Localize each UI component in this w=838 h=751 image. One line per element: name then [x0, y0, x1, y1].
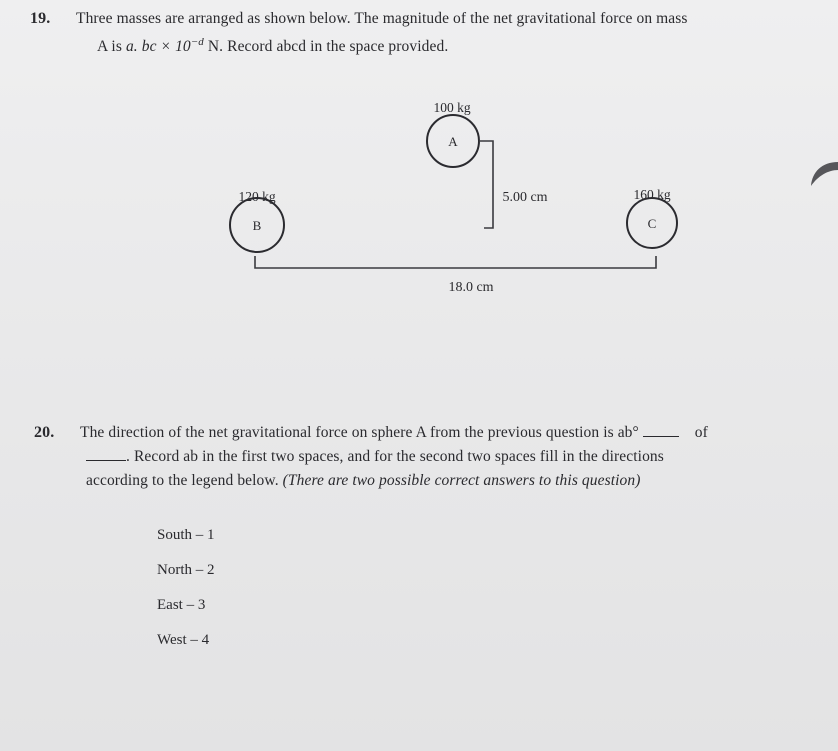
q20-text-line2: . Record ab in the first two spaces, and for the second two spaces fill in the directions	[126, 448, 664, 465]
q20-blank-2[interactable]	[86, 460, 126, 461]
q20-blank-1[interactable]	[643, 436, 679, 437]
q19-number: 19.	[30, 10, 51, 27]
q20-number: 20.	[34, 424, 55, 441]
mass-c-label: C	[647, 216, 657, 231]
legend-item-west: West – 4	[157, 632, 210, 648]
horizontal-distance-bracket	[255, 256, 656, 268]
q20-text-line1: The direction of the net gravitational force on sphere A from the previous question is ab°	[80, 424, 639, 441]
q20-note: (There are two possible correct answers to this question)	[282, 472, 641, 489]
q20-text-line3: according to the legend below.	[86, 472, 283, 489]
q20-line3	[86, 472, 641, 490]
q20-line2	[86, 448, 664, 466]
q20-text-line1-end: of	[694, 424, 708, 441]
q19-exponent: −d	[190, 36, 204, 48]
page-edge-shadow	[808, 160, 838, 190]
vertical-distance-bracket	[479, 141, 493, 228]
q19-line2-pre: A is	[97, 38, 126, 56]
legend-item-east: East – 3	[157, 597, 206, 613]
q19-line2-post: N. Record abcd in the space provided.	[203, 38, 449, 56]
horizontal-distance-label: 18.0 cm	[448, 280, 494, 295]
mass-b-label: B	[252, 218, 262, 233]
legend-item-south: South – 1	[157, 527, 215, 543]
mass-a-label: A	[448, 134, 458, 149]
q19-expression: a. bc × 10	[125, 38, 191, 56]
vertical-distance-label: 5.00 cm	[502, 190, 548, 205]
mass-b-value: 120 kg	[238, 189, 276, 204]
legend-item-north: North – 2	[157, 562, 215, 578]
q19-text-line1: Three masses are arranged as shown below. The magnitude of the net gravitational force on mass	[76, 10, 688, 27]
mass-a-value: 100 kg	[433, 100, 471, 115]
q20-line1	[34, 424, 708, 442]
mass-c-value: 160 kg	[633, 187, 671, 202]
